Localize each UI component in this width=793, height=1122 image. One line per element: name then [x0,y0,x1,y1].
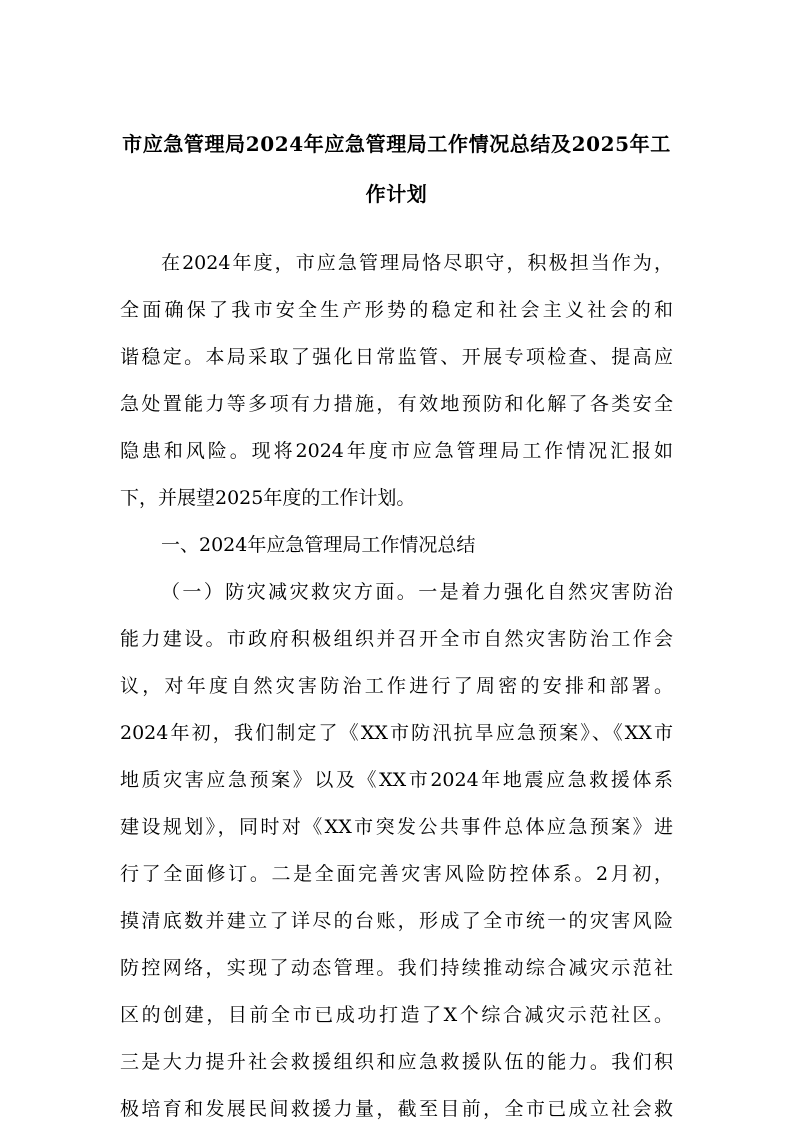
intro-line: 全面确保了我市安全生产形势的稳定和社会主义社会的和 [120,299,673,321]
intro-line: 急处置能力等多项有力措施，有效地预防和化解了各类安全 [120,393,673,415]
body-line: （一）防灾减灾救灾方面。一是着力强化自然灾害防治 [161,581,673,603]
document-title-line-1: 市应急管理局2024年应急管理局工作情况总结及2025年工 [122,132,671,156]
intro-line: 在2024年度，市应急管理局恪尽职守，积极担当作为， [161,252,673,274]
body-line: 议，对年度自然灾害防治工作进行了周密的安排和部署。 [120,675,673,697]
intro-line: 谐稳定。本局采取了强化日常监管、开展专项检查、提高应 [120,346,673,368]
body-line: 极培育和发展民间救援力量，截至目前，全市已成立社会救 [120,1098,673,1120]
body-line: 2024年初，我们制定了《XX市防汛抗旱应急预案》、《XX市 [120,722,673,744]
body-line: 防控网络，实现了动态管理。我们持续推动综合减灾示范社 [120,957,673,979]
intro-line: 隐患和风险。现将2024年度市应急管理局工作情况汇报如 [120,440,673,462]
body-line: 地质灾害应急预案》以及《XX市2024年地震应急救援体系 [120,769,673,791]
body-line: 摸清底数并建立了详尽的台账，形成了全市统一的灾害风险 [120,910,673,932]
document-title-line-2: 作计划 [365,182,428,206]
body-line: 建设规划》，同时对《XX市突发公共事件总体应急预案》进 [120,816,673,838]
intro-line: 下，并展望2025年度的工作计划。 [120,487,416,509]
body-line: 三是大力提升社会救援组织和应急救援队伍的能力。我们积 [120,1051,673,1073]
body-line: 能力建设。市政府积极组织并召开全市自然灾害防治工作会 [120,628,673,650]
body-line: 行了全面修订。二是全面完善灾害风险防控体系。2月初， [120,863,673,885]
section-heading: 一、2024年应急管理局工作情况总结 [161,534,476,556]
body-line: 区的创建，目前全市已成功打造了X个综合减灾示范社区。 [120,1004,673,1026]
